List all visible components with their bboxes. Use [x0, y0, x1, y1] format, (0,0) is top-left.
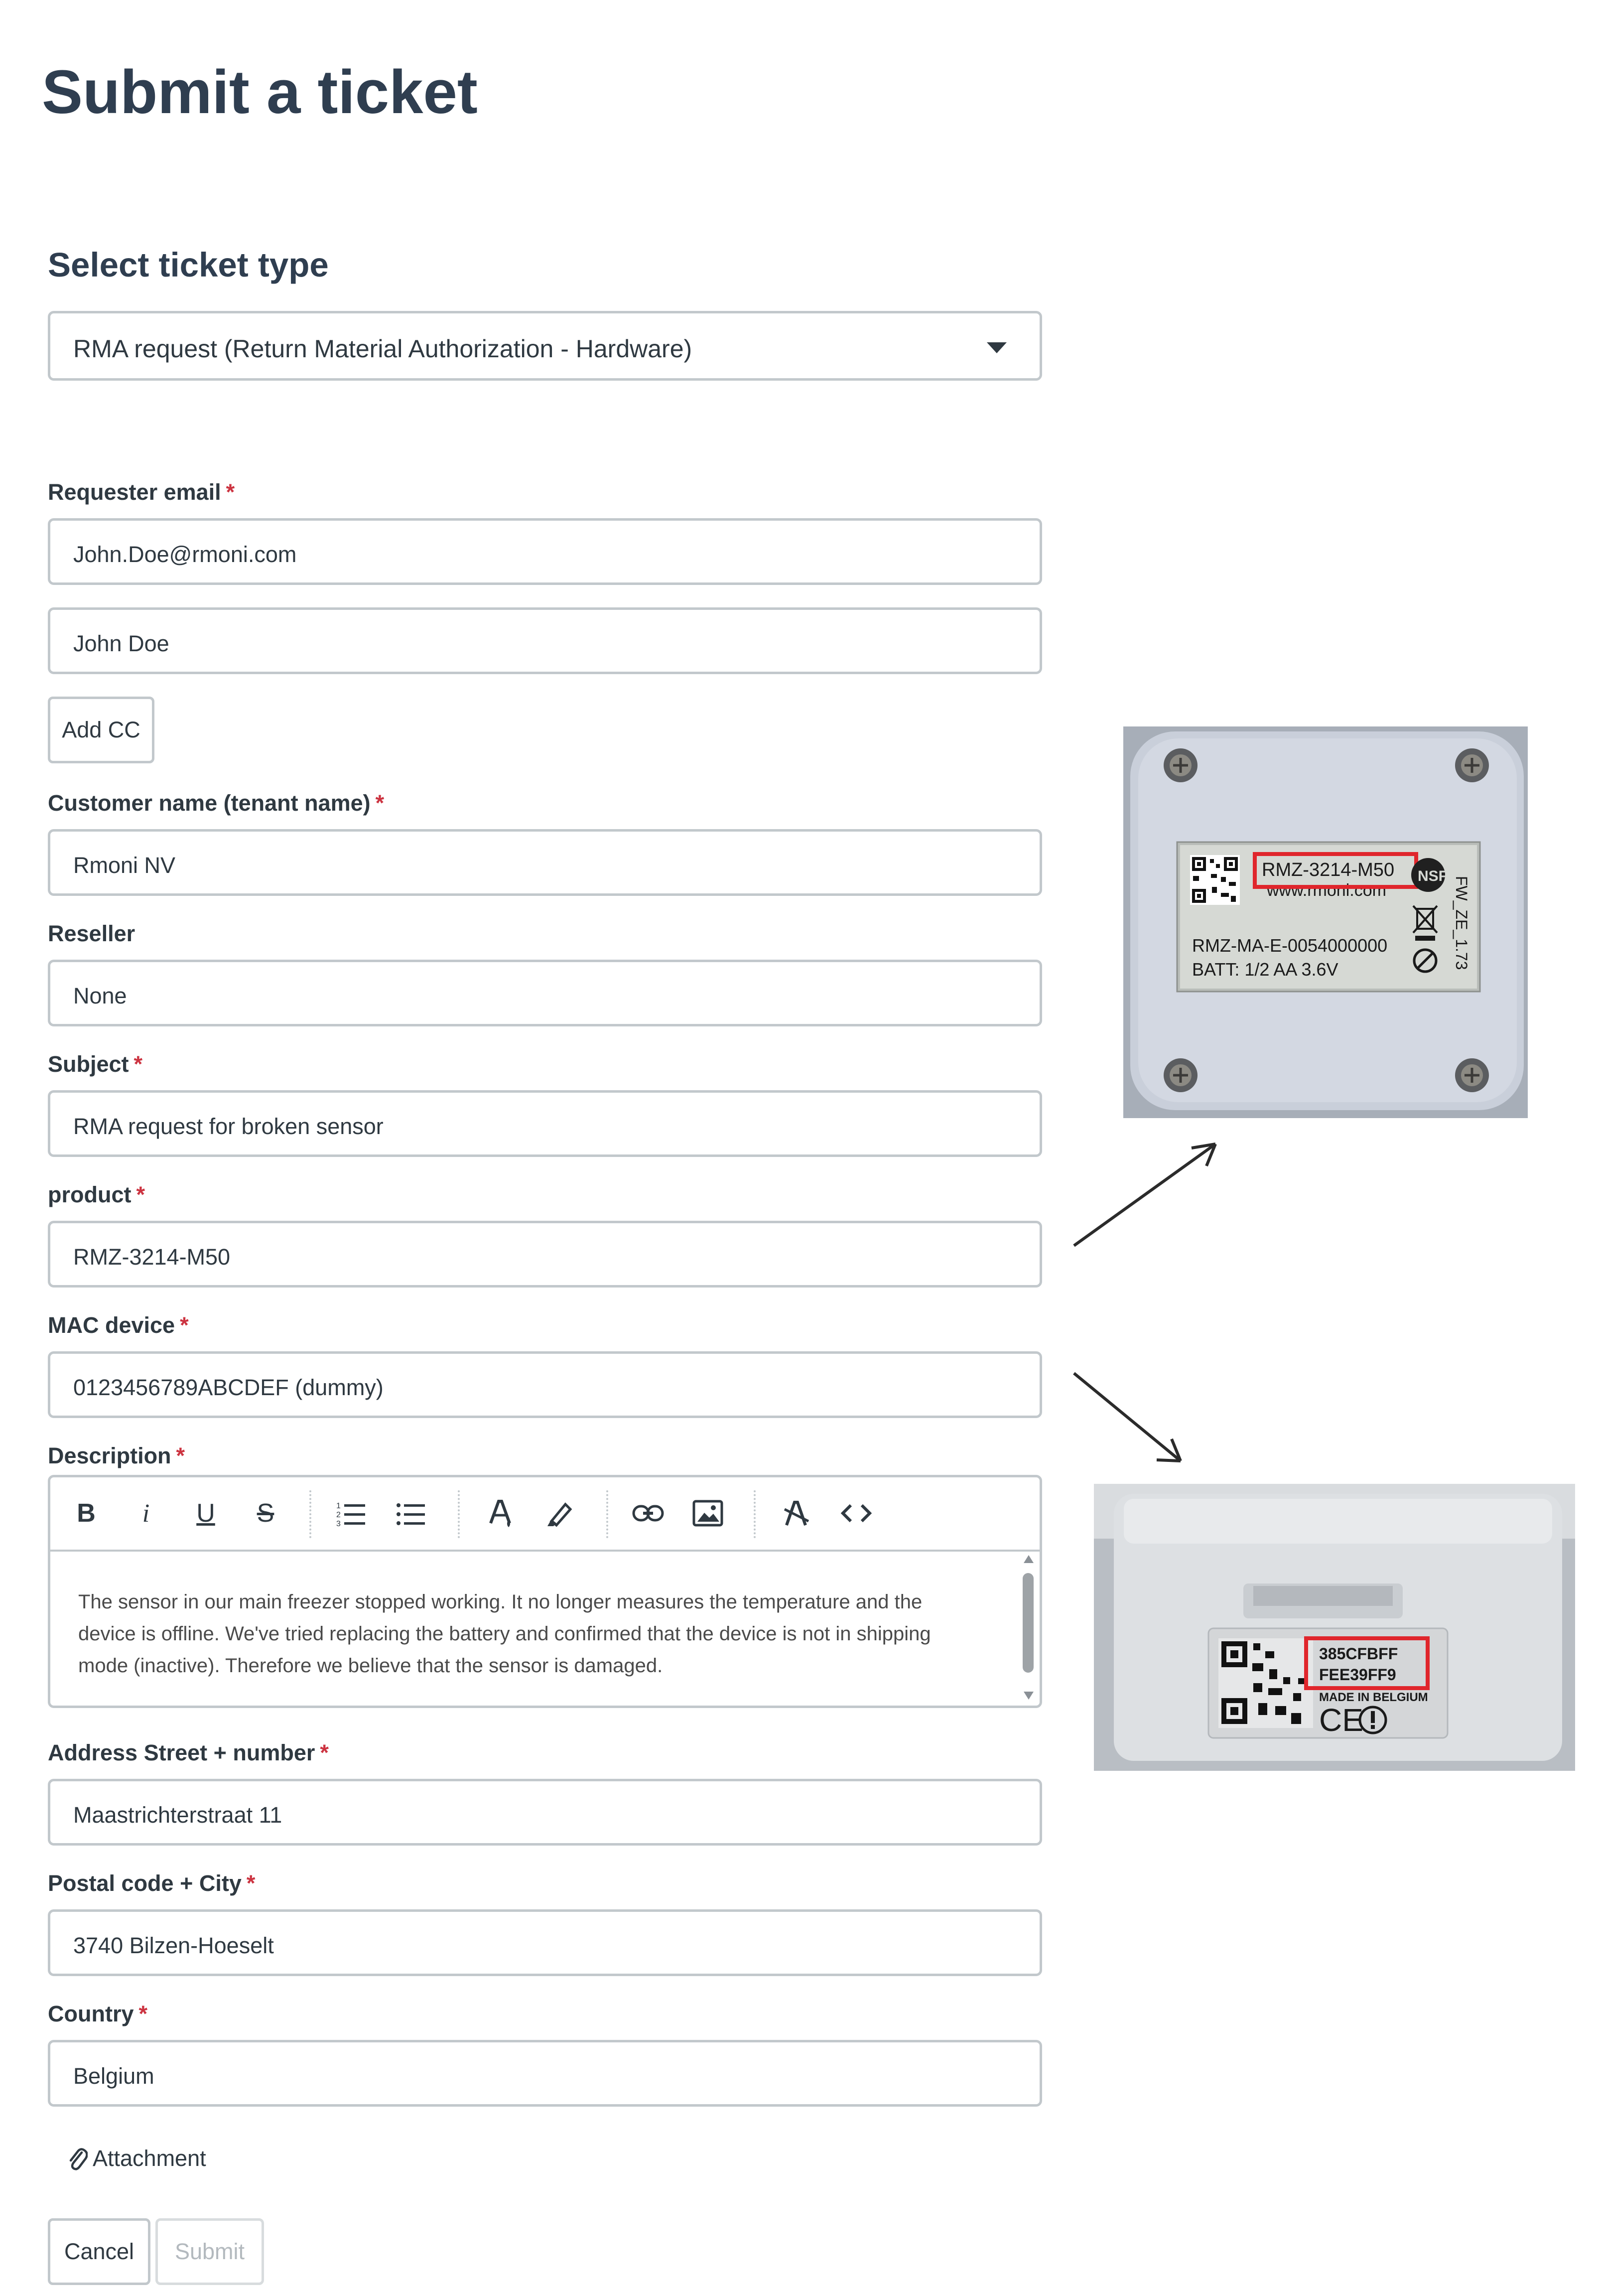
chevron-down-icon	[987, 342, 1007, 353]
made-in-belgium-text: MADE IN BELGIUM	[1319, 1691, 1428, 1704]
editor-toolbar	[50, 1477, 1040, 1552]
address-label: Address Street + number *	[48, 1740, 329, 1765]
editor-scrollbar[interactable]	[1021, 1552, 1036, 1702]
toolbar-separator	[606, 1490, 608, 1538]
mac-device-value: 0123456789ABCDEF (dummy)	[73, 1375, 384, 1400]
product-value: RMZ-3214-M50	[73, 1244, 231, 1270]
serial-text: RMZ-MA-E-0054000000	[1192, 935, 1388, 956]
reseller-value: None	[73, 983, 127, 1008]
text-color-icon[interactable]	[485, 1497, 517, 1529]
screw-icon	[1455, 748, 1489, 782]
sensor-side-photo	[1094, 1484, 1575, 1771]
country-label: Country *	[48, 2001, 148, 2026]
attachment-link[interactable]	[68, 2146, 206, 2171]
description-line: device is offline. We've tried replacing the battery and confirmed that the device is not in shipping	[78, 1623, 931, 1645]
qr-code-icon	[1190, 855, 1240, 905]
clear-format-icon[interactable]	[781, 1497, 812, 1529]
description-label: Description *	[48, 1443, 185, 1468]
add-cc-button[interactable]: Add CC	[48, 697, 154, 763]
paperclip-icon	[68, 2147, 88, 2170]
firmware-text: FW_ZE_1.73	[1453, 876, 1470, 970]
requester-email-label: Requester email *	[48, 479, 235, 505]
strikethrough-button[interactable]: S	[257, 1499, 274, 1528]
numbered-list-icon[interactable]	[335, 1497, 367, 1529]
screw-icon	[1164, 1058, 1198, 1092]
customer-name-label: Customer name (tenant name) *	[48, 790, 385, 816]
bold-button[interactable]: B	[77, 1499, 96, 1528]
annotation-arrows	[1066, 1131, 1230, 1470]
toolbar-separator	[754, 1490, 756, 1538]
nsf-badge-text: NSF	[1418, 868, 1448, 884]
address-value: Maastrichterstraat 11	[73, 1802, 282, 1828]
battery-text: BATT: 1/2 AA 3.6V	[1192, 959, 1338, 980]
country-field[interactable]	[48, 2040, 1042, 2107]
ce-mark-text: CE	[1319, 1702, 1363, 1738]
submit-button[interactable]: Submit	[155, 2218, 264, 2285]
requester-name-field[interactable]	[48, 607, 1042, 674]
qr-code-icon	[1218, 1638, 1313, 1728]
subject-label: Subject *	[48, 1051, 143, 1077]
sensor-top-photo	[1123, 726, 1528, 1118]
reseller-field[interactable]	[48, 960, 1042, 1026]
product-label: product *	[48, 1182, 145, 1207]
description-editor[interactable]	[48, 1475, 1042, 1708]
italic-button[interactable]: i	[142, 1499, 150, 1528]
ticket-type-heading: Select ticket type	[48, 246, 329, 284]
screw-icon	[1455, 1058, 1489, 1092]
subject-value: RMA request for broken sensor	[73, 1114, 384, 1139]
reseller-label: Reseller	[48, 921, 135, 946]
postal-city-value: 3740 Bilzen-Hoeselt	[73, 1933, 274, 1958]
postal-city-label: Postal code + City *	[48, 1870, 256, 1896]
highlight-icon[interactable]	[544, 1497, 576, 1529]
ticket-type-select[interactable]	[48, 311, 1042, 381]
scroll-down-arrow-icon[interactable]	[1024, 1692, 1034, 1700]
toolbar-separator	[458, 1490, 460, 1538]
mac-line-2-text: FEE39FF9	[1319, 1666, 1396, 1684]
description-text[interactable]	[78, 1586, 990, 1682]
arrow-to-top-photo	[1074, 1144, 1215, 1246]
customer-name-value: Rmoni NV	[73, 853, 176, 878]
page-title: Submit a ticket	[42, 58, 478, 127]
link-icon[interactable]	[632, 1497, 664, 1529]
svg-text:2: 2	[336, 1511, 341, 1519]
product-code-text: RMZ-3214-M50	[1262, 860, 1395, 880]
code-icon[interactable]	[840, 1497, 872, 1529]
attachment-label: Attachment	[93, 2146, 206, 2171]
address-field[interactable]	[48, 1779, 1042, 1846]
underline-button[interactable]: U	[196, 1499, 215, 1528]
screw-icon	[1164, 748, 1198, 782]
scrollbar-thumb[interactable]	[1023, 1573, 1034, 1673]
image-icon[interactable]	[692, 1497, 724, 1529]
requester-email-field[interactable]	[48, 518, 1042, 585]
arrow-to-side-photo	[1074, 1373, 1181, 1461]
requester-email-value: John.Doe@rmoni.com	[73, 542, 297, 567]
mac-device-label: MAC device *	[48, 1312, 189, 1338]
ticket-type-selected-value: RMA request (Return Material Authorization - Hardware)	[73, 335, 692, 363]
website-text: www.rmoni.com	[1267, 881, 1386, 900]
description-line: mode (inactive). Therefore we believe that the sensor is damaged.	[78, 1655, 663, 1677]
scroll-up-arrow-icon[interactable]	[1024, 1555, 1034, 1563]
description-line: The sensor in our main freezer stopped working. It no longer measures the temperature and the	[78, 1591, 923, 1613]
svg-text:3: 3	[336, 1520, 341, 1527]
customer-name-field[interactable]	[48, 829, 1042, 896]
toolbar-separator	[309, 1490, 311, 1538]
country-value: Belgium	[73, 2063, 154, 2089]
postal-city-field[interactable]	[48, 1909, 1042, 1976]
cancel-button[interactable]: Cancel	[48, 2218, 150, 2285]
subject-field[interactable]	[48, 1090, 1042, 1157]
bullet-list-icon[interactable]	[395, 1497, 427, 1529]
svg-text:1: 1	[336, 1502, 341, 1510]
mac-device-field[interactable]	[48, 1351, 1042, 1418]
product-field[interactable]	[48, 1221, 1042, 1288]
mac-line-1-text: 385CFBFF	[1319, 1645, 1398, 1663]
requester-name-value: John Doe	[73, 631, 169, 656]
